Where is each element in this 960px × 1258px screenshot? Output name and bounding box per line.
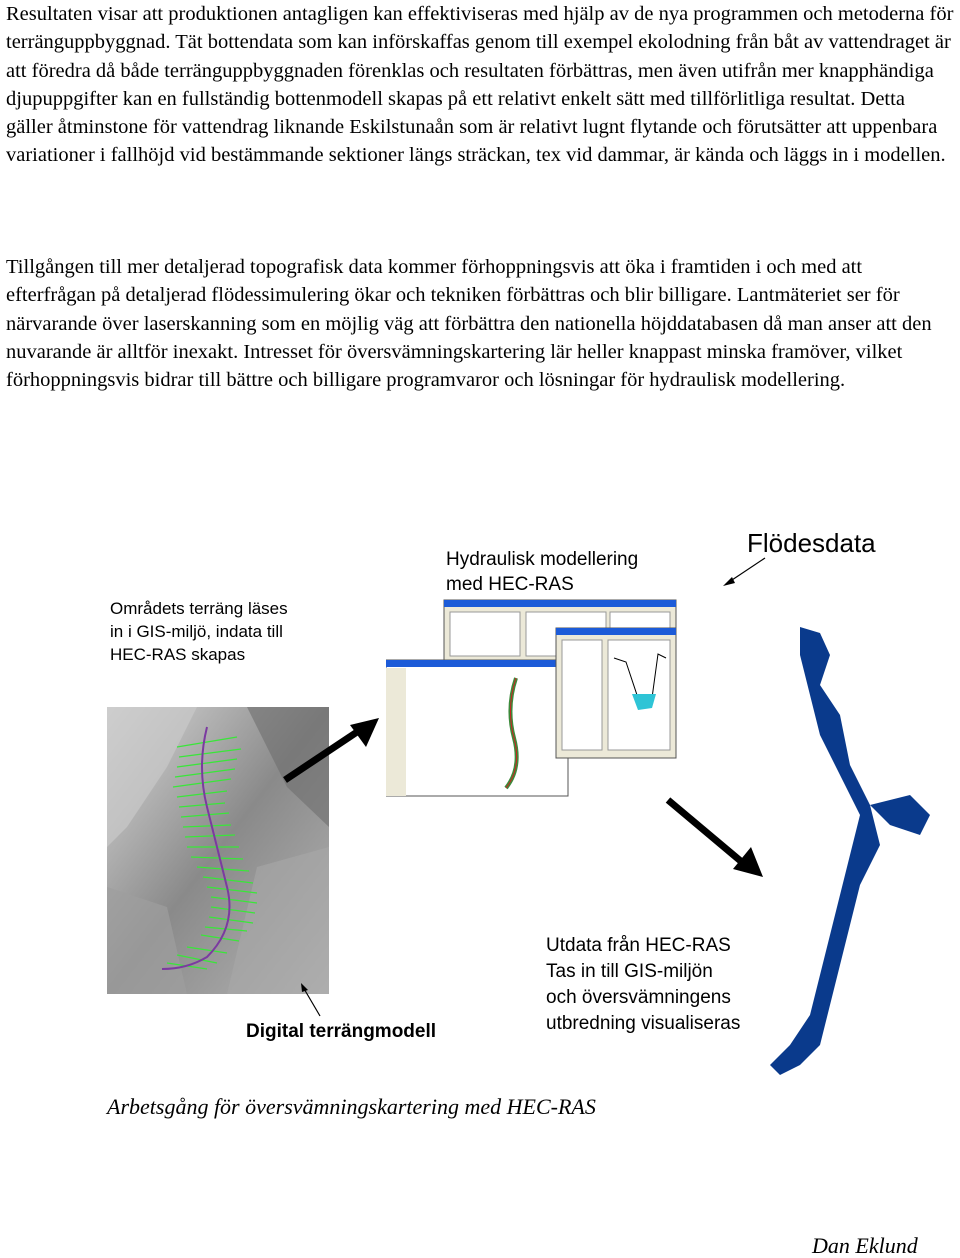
flood-extent-map bbox=[760, 625, 950, 1087]
arrow-to-flood-map bbox=[663, 795, 768, 880]
author-name: Dan Eklund bbox=[812, 1233, 918, 1258]
sentence: Resultaten visar att produktionen antagligen kan effektiviseras med hjälp av de nya programmen och metoderna för terränguppbyggnad. bbox=[6, 3, 954, 54]
arrow-to-dtm bbox=[298, 982, 324, 1018]
label-flow-data: Flödesdata bbox=[747, 528, 876, 558]
label-digital-terrain-model: Digital terrängmodell bbox=[246, 1021, 437, 1042]
sentence: Lantmäteriet ser för närvarande över laserskanning som en möjlig väg att förbättra den nationella höjddatabasen då man anser att den nuvarande är alltför inexakt. bbox=[6, 284, 932, 363]
sentence: Detta gäller åtminstone för vattendrag liknande Eskilstunaån som är relativt lugnt flytande och förutsätter att uppenbara variationer i fallhöjd vid bestämmande sektioner längs sträckan, tex vid dammar, är kända och läggs in i modellen. bbox=[6, 87, 946, 167]
arrow-to-hecras bbox=[280, 715, 385, 785]
hecras-screenshots bbox=[386, 598, 680, 798]
arrow-to-flowdata bbox=[720, 555, 770, 590]
sentence: Tät bottendata som kan införskaffas genom till exempel ekolodning från båt av vattendraget är att föredra då både terränguppbyggnaden förenklas och resultaten förbättras, men även utifrån mer knapphändiga djupuppgifter kan en fullständig bottenmodell skapas på ett relativt enkelt sätt med tillförlitliga resultat. bbox=[6, 31, 951, 110]
paragraph-results bbox=[6, 0, 956, 170]
sentence: Intresset för översvämningskartering lär heller knappast minska framöver, vilket förhoppningsvis bidrar till bättre och billigare programvaror och lösningar för hydraulisk modellering. bbox=[6, 340, 903, 392]
label-output: Utdata från HEC-RAS Tas in till GIS-miljön och översvämningens utbredning visualiseras bbox=[546, 935, 741, 1034]
label-hydraulic-modelling: Hydraulisk modellering med HEC-RAS bbox=[446, 549, 639, 595]
label-terrain-input: Områdets terräng läses in i GIS-miljö, indata till HEC-RAS skapas bbox=[110, 599, 288, 664]
sentence: Tillgången till mer detaljerad topografisk data kommer förhoppningsvis att öka i framtiden i och med att efterfrågan på detaljerad flödessimulering ökar och tekniken förbättras och blir billigare. bbox=[6, 256, 863, 307]
paragraph-outlook bbox=[6, 253, 956, 394]
figure-caption: Arbetsgång för översvämningskartering med HEC-RAS bbox=[107, 1094, 596, 1119]
